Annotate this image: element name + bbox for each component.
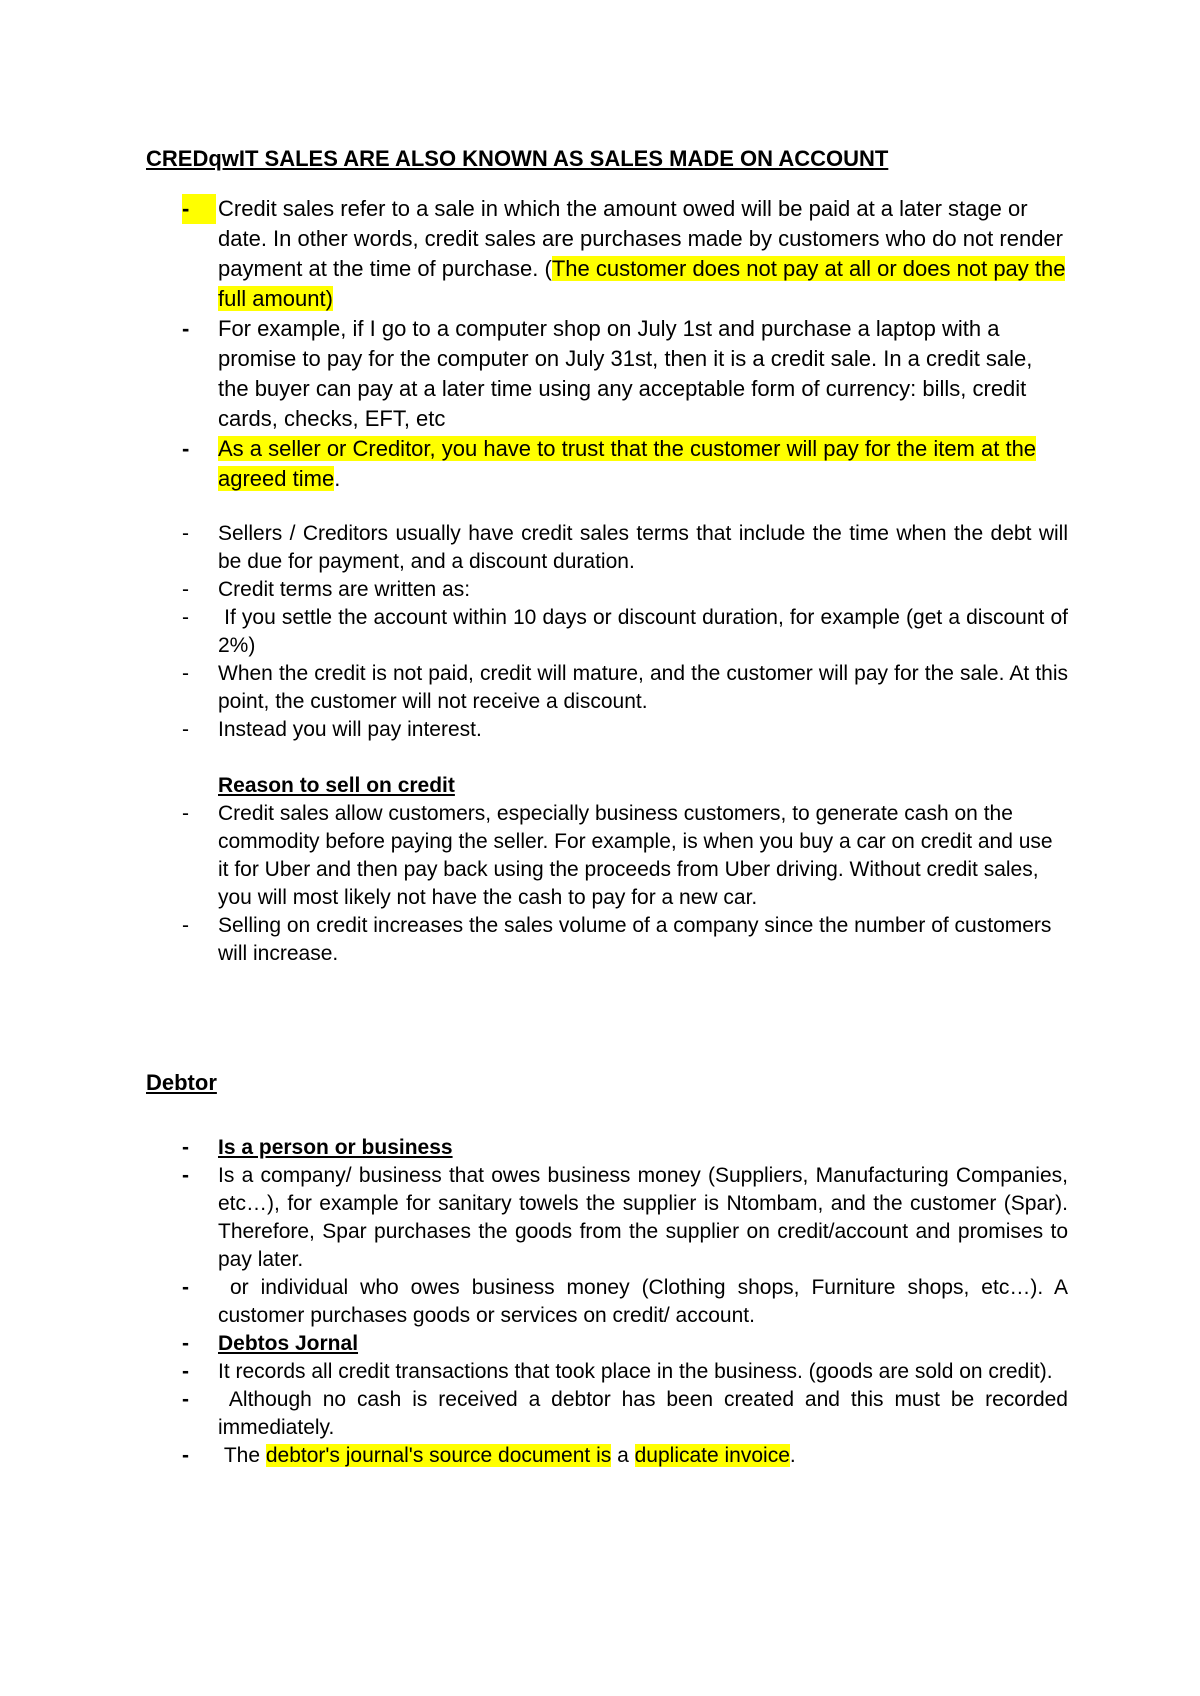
reason-subheading: Reason to sell on credit [218,774,455,797]
list-item-text: It records all credit transactions that took place in the business. (goods are sold on credit). [218,1360,1053,1383]
list-item-text: If you settle the account within 10 days or discount duration, for example (get a discount of 2%) [218,606,1074,657]
list-item [146,1358,1068,1386]
credit-sales-list [146,194,1068,494]
subheading-row [146,772,1068,800]
debtor-heading: Debtor [146,1070,217,1095]
list-item [146,1274,1074,1330]
item-text: . [334,466,341,491]
list-item [146,1330,1068,1358]
bullet-dash: - [182,1136,189,1159]
list-item [146,520,1068,576]
bullet-dash: - [182,1164,189,1187]
list-item-text: Debtos Jornal [218,1332,359,1355]
highlighted-text: debtor's journal's source document is [265,1444,612,1467]
list-item-text: Is a person or business [218,1136,453,1159]
list-item [146,576,1068,604]
list-item-text [218,194,1068,314]
bullet-dash: - [182,914,189,937]
list-item-text: or individual who owes business money (Clothing shops, Furniture shops, etc…). A customer purchases goods or services on credit/ account. [218,1276,1074,1327]
list-item-text: Selling on credit increases the sales volume of a company since the number of customers will increase. [218,914,1052,965]
item-text: Credit sales refer to a sale in which the amount owed will be paid at a later stage or date. In other words, credit sales are purchases made by customers who do not render payment at the time of purchase. ( [218,196,1063,281]
bullet-dash: - [182,1444,189,1467]
list-item [146,912,1068,968]
bullet-dash: - [182,1388,189,1411]
list-item [146,434,1068,494]
list-item-text: When the credit is not paid, credit will mature, and the customer will pay for the sale. At this point, the customer will not receive a discount. [218,662,1068,713]
bullet-dash: - [182,578,189,601]
bullet-dash: - [182,1360,189,1383]
bullet-dash: - [182,1276,189,1299]
list-item [146,800,1068,912]
list-item-text: Credit terms are written as: [218,578,471,601]
credit-terms-list [146,520,1074,968]
list-item [146,314,1068,434]
highlighted-text: As a seller or Creditor, you have to trust that the customer will pay for the item at the agreed time [218,436,1037,491]
list-item [146,1386,1074,1442]
item-text: a [611,1444,635,1467]
bullet-dash: - [182,662,189,685]
list-item-text: Credit sales allow customers, especially business customers, to generate cash on the commodity before paying the seller. For example, is when you buy a car on credit and use it for Uber and then pay back using the proceeds from Uber driving. Without credit sales, you will most likely not have the cash to pay for a new car. [218,802,1053,909]
bullet-dash: - [182,1332,189,1355]
bullet-dash: - [182,802,189,825]
list-item [146,194,1068,314]
list-item [146,1162,1068,1274]
bullet-dash: - [182,316,190,341]
list-item-text [218,434,1068,494]
list-item [146,1134,1068,1162]
list-item-text: For example, if I go to a computer shop on July 1st and purchase a laptop with a promise to pay for the computer on July 31st, then it is a credit sale. In a credit sale, the buyer can pay at a later time using any acceptable form of currency: bills, credit cards, checks, EFT, etc [218,316,1033,431]
page-title: CREDqwIT SALES ARE ALSO KNOWN AS SALES MADE ON ACCOUNT [146,146,889,171]
list-item [146,660,1068,716]
debtor-list [146,1134,1074,1470]
highlighted-text: duplicate invoice [634,1444,790,1467]
bullet-dash: - [182,194,216,224]
list-item [146,1442,1068,1470]
bullet-dash: - [182,436,190,461]
bullet-dash: - [182,606,189,629]
list-item-text [218,1442,1068,1470]
bullet-dash: - [182,718,189,741]
list-item-text: Sellers / Creditors usually have credit sales terms that include the time when the debt will be due for payment, and a discount duration. [218,522,1068,573]
highlighted-text: The customer does not pay at all or does not pay the full amount) [218,256,1066,311]
bullet-dash: - [182,522,189,545]
item-text: The [218,1444,266,1467]
list-item-text: Instead you will pay interest. [218,718,482,741]
list-item-text: Although no cash is received a debtor has been created and this must be recorded immediately. [218,1388,1074,1439]
list-item [146,604,1074,660]
list-item-text: Is a company/ business that owes business money (Suppliers, Manufacturing Companies, etc…), for example for sanitary towels the supplier is Ntombam, and the customer (Spar). Therefore, Spar purchases the goods from the supplier on credit/account and promises to pay later. [218,1164,1068,1271]
item-text: . [789,1444,796,1467]
list-item [146,716,1068,744]
